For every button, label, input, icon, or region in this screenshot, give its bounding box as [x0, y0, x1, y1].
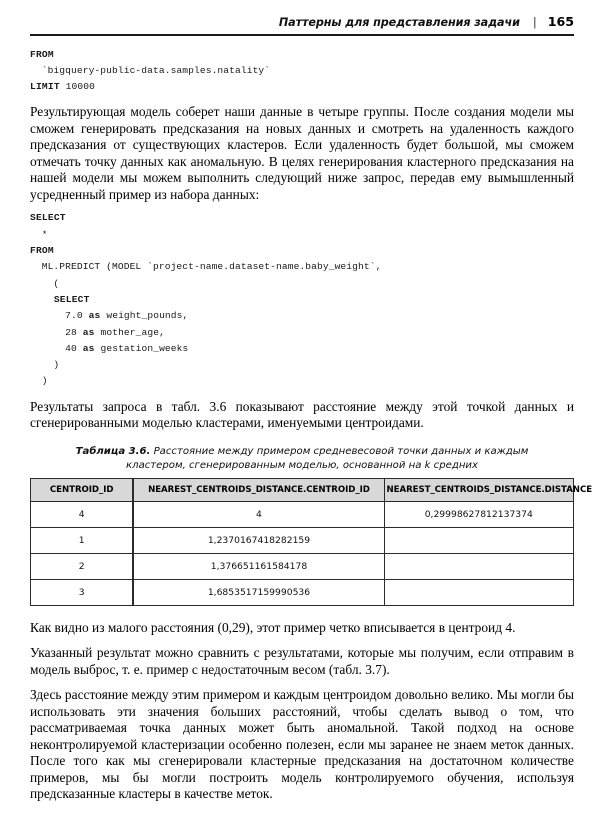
paragraph-resulting-model: Результирующая модель соберет наши данные в четыре группы. После создания модели мы сможем генерировать предсказания на новых данных и смотреть на удаленность каждого предсказания от существующих кластеров. Если удаленность будет большой, мы сможем отмечать точку данных как аномальную. В целях генерирования кластерного предсказания на нашей модели мы можем выполнить следующий ниже запрос, передав ему вымышленный усредненный пример из набора данных: [30, 104, 574, 202]
code-line-open-paren: ( [30, 277, 60, 289]
code-line-age-value: 28 [30, 326, 83, 338]
page-number: 165 [547, 14, 574, 29]
paragraph-compare-outlier: Указанный результат можно сравнить с результатами, которые мы получим, если отправим в модель выброс, т. е. пример с недостаточным весом (табл. 3.7). [30, 645, 574, 677]
code-line-close-outer: ) [30, 375, 48, 387]
centroid-distance-table [30, 478, 593, 606]
table-header-nearest-centroid-id: NEAREST_CENTROIDS_DISTANCE.CENTROID_ID [133, 478, 384, 501]
code-keyword-as-3: as [82, 342, 95, 354]
cell-nearest-distance [384, 579, 573, 605]
code-keyword-inner-select: SELECT [30, 293, 90, 305]
code-keyword-from: FROM [30, 245, 54, 257]
table-head [31, 478, 593, 501]
paragraph-small-distance: Как видно из малого расстояния (0,29), этот пример четко вписывается в центроид 4. [30, 619, 516, 635]
running-head-title: Паттерны для представления задачи [278, 16, 520, 29]
running-head [30, 14, 574, 31]
code-line-star: * [30, 228, 48, 240]
table-row [31, 527, 574, 553]
cell-centroid-id: 1 [31, 527, 134, 553]
table-row [31, 579, 574, 605]
code-line-table-ref: `bigquery-public-data.samples.natality` [30, 64, 271, 76]
table-caption [74, 445, 531, 473]
cell-centroid-id: 2 [31, 553, 134, 579]
cell-centroid-id: 4 [31, 501, 134, 527]
cell-nearest-distance [384, 553, 573, 579]
table-caption-text: Расстояние между примером средневесовой точки данных и каждым кластером, сгенерированным моделью, основанной на k средних [126, 445, 529, 471]
paragraph-group-results [30, 399, 574, 432]
cell-centroid-id: 3 [31, 579, 134, 605]
table-header-centroid-id: CENTROID_ID [31, 478, 134, 501]
code-keyword-as-1: as [88, 310, 101, 322]
cell-nearest-centroid-id: 1,376651161584178 [133, 553, 384, 579]
cell-nearest-distance: 0,29998627812137374 [384, 501, 573, 527]
paragraph-group-conclusion [30, 620, 574, 803]
table-row [31, 553, 574, 579]
code-alias-weight-pounds-name: weight_pounds, [106, 310, 189, 322]
table-caption-label: Таблица 3.6. [75, 445, 151, 457]
code-line-weight-value: 7.0 [30, 310, 89, 322]
table-header-nearest-distance: NEAREST_CENTROIDS_DISTANCE.DISTANCE [384, 478, 573, 501]
code-alias-gestation-weeks: gestation_weeks [100, 342, 189, 354]
code-limit-value: 10000 [59, 81, 95, 93]
code-alias-mother-age: mother_age, [100, 326, 165, 338]
code-line-close-inner: ) [30, 359, 60, 371]
header-rule [30, 34, 574, 36]
code-block-from-limit [30, 47, 574, 96]
code-line-ml-predict: ML.PREDICT (MODEL `project-name.dataset-name.baby_weight`, [30, 261, 382, 273]
code-block-ml-predict [30, 210, 574, 389]
code-line-gestation-value: 40 [30, 342, 83, 354]
paragraph-anomaly-clustering: Здесь расстояние между этим примером и каждым центроидом довольно велико. Мы могли бы использовать эти значения больших расстояний, чтобы сделать вывод о том, что рассматриваемая точка данных может быть аномальной. Такой подход на основе неконтролируемой кластеризации особенно полезен, если мы заранее не знаем меток данных. После того как мы сгенерировали кластерные предсказания на достаточном количестве примеров, мы бы могли построить модель контролируемого обучения, используя предсказанные кластеры в качестве меток. [30, 687, 574, 802]
running-head-separator: | [532, 15, 537, 29]
table-body [31, 501, 574, 605]
cell-nearest-centroid-id: 1,6853517159990536 [133, 579, 384, 605]
cell-nearest-centroid-id: 4 [133, 501, 384, 527]
code-keyword-from: FROM [30, 48, 54, 60]
table-header-row [31, 478, 574, 501]
cell-nearest-distance [384, 527, 573, 553]
code-keyword-limit: LIMIT [30, 81, 60, 93]
paragraph-query-results: Результаты запроса в табл. 3.6 показывают расстояние между этой точкой данных и сгенерированными моделью кластерами, именуемыми центроидами. [30, 398, 574, 431]
code-keyword-as-2: as [82, 326, 95, 338]
cell-nearest-centroid-id: 1,2370167418282159 [133, 527, 384, 553]
paragraph-group-intro [30, 104, 574, 203]
table-row [31, 501, 574, 527]
code-keyword-select: SELECT [30, 212, 66, 224]
